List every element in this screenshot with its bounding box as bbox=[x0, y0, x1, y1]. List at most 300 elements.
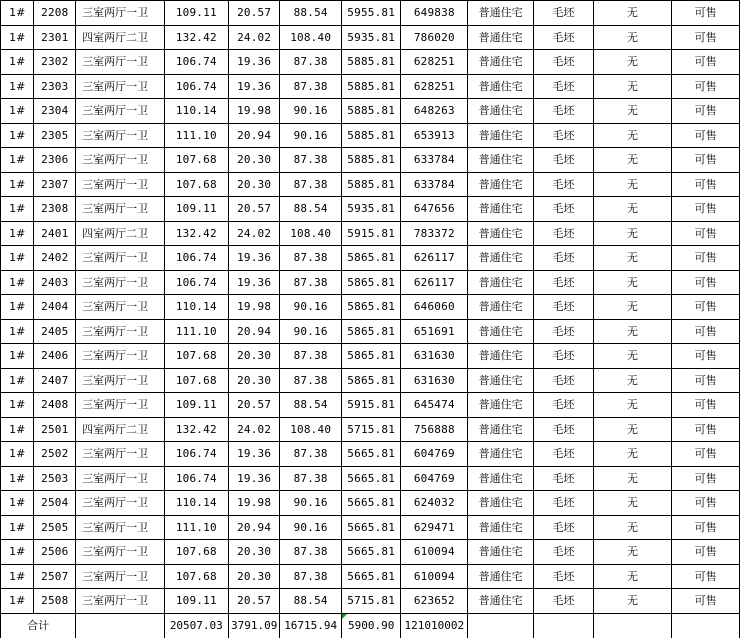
note-cell: 无 bbox=[593, 50, 671, 75]
total-area-cell: 111.10 bbox=[164, 123, 228, 148]
finish-cell: 毛坯 bbox=[533, 564, 593, 589]
building-cell: 1# bbox=[1, 344, 34, 369]
building-cell: 1# bbox=[1, 564, 34, 589]
unit-price-cell: 5885.81 bbox=[342, 123, 401, 148]
usage-cell: 普通住宅 bbox=[468, 319, 534, 344]
building-cell: 1# bbox=[1, 99, 34, 124]
unit-cell: 2208 bbox=[34, 1, 76, 26]
status-cell: 可售 bbox=[672, 515, 740, 540]
shared-area-cell: 20.30 bbox=[228, 540, 279, 565]
unit-price-cell: 5665.81 bbox=[342, 540, 401, 565]
table-row bbox=[1, 319, 740, 344]
total-price-cell: 647656 bbox=[401, 197, 468, 222]
shared-area-cell: 20.94 bbox=[228, 515, 279, 540]
total-price-cell: 648263 bbox=[401, 99, 468, 124]
shared-area-cell: 20.94 bbox=[228, 123, 279, 148]
finish-cell: 毛坯 bbox=[533, 25, 593, 50]
total-area-cell: 106.74 bbox=[164, 466, 228, 491]
layout-cell: 三室两厅一卫 bbox=[76, 515, 164, 540]
inner-area-cell: 88.54 bbox=[280, 197, 342, 222]
unit-price-cell: 5665.81 bbox=[342, 515, 401, 540]
status-cell: 可售 bbox=[672, 99, 740, 124]
total-price-cell: 610094 bbox=[401, 540, 468, 565]
unit-price-cell: 5665.81 bbox=[342, 442, 401, 467]
total-price-cell: 623652 bbox=[401, 589, 468, 614]
note-cell: 无 bbox=[593, 344, 671, 369]
inner-area-cell: 90.16 bbox=[280, 491, 342, 516]
note-cell: 无 bbox=[593, 1, 671, 26]
layout-cell: 三室两厅一卫 bbox=[76, 197, 164, 222]
total-price-cell: 633784 bbox=[401, 148, 468, 173]
table-row bbox=[1, 491, 740, 516]
shared-area-cell: 20.30 bbox=[228, 172, 279, 197]
finish-cell: 毛坯 bbox=[533, 221, 593, 246]
total-price-cell: 631630 bbox=[401, 344, 468, 369]
total-price-cell: 646060 bbox=[401, 295, 468, 320]
note-cell: 无 bbox=[593, 148, 671, 173]
finish-cell: 毛坯 bbox=[533, 172, 593, 197]
unit-price-cell: 5665.81 bbox=[342, 466, 401, 491]
total-area-cell: 109.11 bbox=[164, 393, 228, 418]
inner-area-cell: 87.38 bbox=[280, 344, 342, 369]
building-cell: 1# bbox=[1, 589, 34, 614]
unit-price-cell: 5885.81 bbox=[342, 172, 401, 197]
unit-price-cell: 5885.81 bbox=[342, 50, 401, 75]
unit-cell: 2405 bbox=[34, 319, 76, 344]
layout-cell: 三室两厅一卫 bbox=[76, 344, 164, 369]
finish-cell: 毛坯 bbox=[533, 589, 593, 614]
unit-cell: 2402 bbox=[34, 246, 76, 271]
finish-cell: 毛坯 bbox=[533, 368, 593, 393]
finish-cell: 毛坯 bbox=[533, 417, 593, 442]
total-area-cell: 106.74 bbox=[164, 50, 228, 75]
building-cell: 1# bbox=[1, 491, 34, 516]
usage-cell: 普通住宅 bbox=[468, 564, 534, 589]
shared-area-cell: 20.94 bbox=[228, 319, 279, 344]
total-price-cell: 651691 bbox=[401, 319, 468, 344]
note-cell: 无 bbox=[593, 197, 671, 222]
total-price-cell: 604769 bbox=[401, 442, 468, 467]
building-cell: 1# bbox=[1, 515, 34, 540]
unit-cell: 2404 bbox=[34, 295, 76, 320]
finish-cell: 毛坯 bbox=[533, 393, 593, 418]
finish-cell: 毛坯 bbox=[533, 442, 593, 467]
inner-area-cell: 87.38 bbox=[280, 270, 342, 295]
total-price-cell: 645474 bbox=[401, 393, 468, 418]
total-price-cell: 631630 bbox=[401, 368, 468, 393]
status-cell: 可售 bbox=[672, 148, 740, 173]
inner-area-cell: 87.38 bbox=[280, 368, 342, 393]
building-cell: 1# bbox=[1, 148, 34, 173]
building-cell: 1# bbox=[1, 221, 34, 246]
totals-shared-area: 3791.09 bbox=[228, 613, 279, 638]
building-cell: 1# bbox=[1, 393, 34, 418]
unit-price-cell: 5715.81 bbox=[342, 417, 401, 442]
inner-area-cell: 87.38 bbox=[280, 148, 342, 173]
unit-price-cell: 5935.81 bbox=[342, 25, 401, 50]
layout-cell: 四室两厅二卫 bbox=[76, 221, 164, 246]
building-cell: 1# bbox=[1, 74, 34, 99]
layout-cell: 三室两厅一卫 bbox=[76, 442, 164, 467]
finish-cell: 毛坯 bbox=[533, 515, 593, 540]
inner-area-cell: 88.54 bbox=[280, 589, 342, 614]
table-row bbox=[1, 295, 740, 320]
total-price-cell: 610094 bbox=[401, 564, 468, 589]
status-cell: 可售 bbox=[672, 295, 740, 320]
table-row bbox=[1, 197, 740, 222]
unit-cell: 2406 bbox=[34, 344, 76, 369]
note-cell: 无 bbox=[593, 221, 671, 246]
table-row bbox=[1, 515, 740, 540]
finish-cell: 毛坯 bbox=[533, 344, 593, 369]
total-price-cell: 626117 bbox=[401, 246, 468, 271]
usage-cell: 普通住宅 bbox=[468, 246, 534, 271]
shared-area-cell: 19.36 bbox=[228, 270, 279, 295]
status-cell: 可售 bbox=[672, 221, 740, 246]
layout-cell: 三室两厅一卫 bbox=[76, 393, 164, 418]
usage-cell: 普通住宅 bbox=[468, 25, 534, 50]
table-row bbox=[1, 74, 740, 99]
unit-cell: 2501 bbox=[34, 417, 76, 442]
status-cell: 可售 bbox=[672, 491, 740, 516]
note-cell: 无 bbox=[593, 25, 671, 50]
total-price-cell: 653913 bbox=[401, 123, 468, 148]
inner-area-cell: 87.38 bbox=[280, 540, 342, 565]
unit-cell: 2504 bbox=[34, 491, 76, 516]
totals-row bbox=[1, 613, 740, 638]
note-cell: 无 bbox=[593, 540, 671, 565]
note-cell: 无 bbox=[593, 99, 671, 124]
finish-cell: 毛坯 bbox=[533, 99, 593, 124]
layout-cell: 三室两厅一卫 bbox=[76, 491, 164, 516]
building-cell: 1# bbox=[1, 25, 34, 50]
unit-cell: 2301 bbox=[34, 25, 76, 50]
status-cell: 可售 bbox=[672, 540, 740, 565]
layout-cell: 三室两厅一卫 bbox=[76, 123, 164, 148]
unit-cell: 2403 bbox=[34, 270, 76, 295]
layout-cell: 三室两厅一卫 bbox=[76, 99, 164, 124]
unit-cell: 2502 bbox=[34, 442, 76, 467]
finish-cell: 毛坯 bbox=[533, 491, 593, 516]
shared-area-cell: 20.30 bbox=[228, 148, 279, 173]
total-price-cell: 628251 bbox=[401, 74, 468, 99]
layout-cell: 三室两厅一卫 bbox=[76, 172, 164, 197]
inner-area-cell: 90.16 bbox=[280, 515, 342, 540]
unit-cell: 2303 bbox=[34, 74, 76, 99]
finish-cell: 毛坯 bbox=[533, 319, 593, 344]
unit-price-cell: 5715.81 bbox=[342, 589, 401, 614]
totals-empty-cell bbox=[533, 613, 593, 638]
finish-cell: 毛坯 bbox=[533, 295, 593, 320]
unit-price-cell: 5865.81 bbox=[342, 344, 401, 369]
shared-area-cell: 20.57 bbox=[228, 589, 279, 614]
unit-price-cell: 5865.81 bbox=[342, 295, 401, 320]
finish-cell: 毛坯 bbox=[533, 123, 593, 148]
usage-cell: 普通住宅 bbox=[468, 466, 534, 491]
layout-cell: 三室两厅一卫 bbox=[76, 466, 164, 491]
layout-cell: 四室两厅二卫 bbox=[76, 417, 164, 442]
unit-cell: 2308 bbox=[34, 197, 76, 222]
note-cell: 无 bbox=[593, 246, 671, 271]
unit-price-cell: 5885.81 bbox=[342, 99, 401, 124]
unit-cell: 2407 bbox=[34, 368, 76, 393]
unit-price-cell: 5865.81 bbox=[342, 270, 401, 295]
inner-area-cell: 87.38 bbox=[280, 74, 342, 99]
inner-area-cell: 87.38 bbox=[280, 466, 342, 491]
status-cell: 可售 bbox=[672, 393, 740, 418]
inner-area-cell: 108.40 bbox=[280, 221, 342, 246]
total-area-cell: 109.11 bbox=[164, 589, 228, 614]
usage-cell: 普通住宅 bbox=[468, 515, 534, 540]
unit-cell: 2507 bbox=[34, 564, 76, 589]
status-cell: 可售 bbox=[672, 25, 740, 50]
table-row bbox=[1, 417, 740, 442]
inner-area-cell: 90.16 bbox=[280, 123, 342, 148]
total-area-cell: 109.11 bbox=[164, 197, 228, 222]
totals-total-area: 20507.03 bbox=[164, 613, 228, 638]
totals-total-price: 121010002 bbox=[401, 613, 468, 638]
building-cell: 1# bbox=[1, 197, 34, 222]
total-area-cell: 107.68 bbox=[164, 368, 228, 393]
table-body bbox=[1, 1, 740, 614]
building-cell: 1# bbox=[1, 319, 34, 344]
note-cell: 无 bbox=[593, 123, 671, 148]
building-cell: 1# bbox=[1, 442, 34, 467]
note-cell: 无 bbox=[593, 295, 671, 320]
usage-cell: 普通住宅 bbox=[468, 442, 534, 467]
unit-price-cell: 5915.81 bbox=[342, 393, 401, 418]
usage-cell: 普通住宅 bbox=[468, 172, 534, 197]
status-cell: 可售 bbox=[672, 172, 740, 197]
usage-cell: 普通住宅 bbox=[468, 540, 534, 565]
building-cell: 1# bbox=[1, 246, 34, 271]
total-price-cell: 604769 bbox=[401, 466, 468, 491]
status-cell: 可售 bbox=[672, 368, 740, 393]
total-area-cell: 111.10 bbox=[164, 319, 228, 344]
table-row bbox=[1, 99, 740, 124]
layout-cell: 三室两厅一卫 bbox=[76, 148, 164, 173]
usage-cell: 普通住宅 bbox=[468, 99, 534, 124]
shared-area-cell: 20.30 bbox=[228, 368, 279, 393]
total-area-cell: 109.11 bbox=[164, 1, 228, 26]
building-cell: 1# bbox=[1, 466, 34, 491]
inner-area-cell: 90.16 bbox=[280, 99, 342, 124]
total-area-cell: 132.42 bbox=[164, 417, 228, 442]
layout-cell: 三室两厅一卫 bbox=[76, 295, 164, 320]
note-cell: 无 bbox=[593, 172, 671, 197]
status-cell: 可售 bbox=[672, 417, 740, 442]
building-cell: 1# bbox=[1, 417, 34, 442]
total-area-cell: 106.74 bbox=[164, 270, 228, 295]
total-area-cell: 132.42 bbox=[164, 25, 228, 50]
unit-cell: 2401 bbox=[34, 221, 76, 246]
finish-cell: 毛坯 bbox=[533, 1, 593, 26]
totals-empty-cell bbox=[593, 613, 671, 638]
inner-area-cell: 87.38 bbox=[280, 50, 342, 75]
shared-area-cell: 24.02 bbox=[228, 221, 279, 246]
layout-cell: 三室两厅一卫 bbox=[76, 246, 164, 271]
note-cell: 无 bbox=[593, 417, 671, 442]
building-cell: 1# bbox=[1, 172, 34, 197]
usage-cell: 普通住宅 bbox=[468, 270, 534, 295]
status-cell: 可售 bbox=[672, 270, 740, 295]
usage-cell: 普通住宅 bbox=[468, 148, 534, 173]
finish-cell: 毛坯 bbox=[533, 246, 593, 271]
table-row bbox=[1, 344, 740, 369]
shared-area-cell: 19.98 bbox=[228, 99, 279, 124]
status-cell: 可售 bbox=[672, 564, 740, 589]
note-cell: 无 bbox=[593, 515, 671, 540]
layout-cell: 三室两厅一卫 bbox=[76, 50, 164, 75]
inner-area-cell: 87.38 bbox=[280, 442, 342, 467]
total-area-cell: 110.14 bbox=[164, 99, 228, 124]
total-area-cell: 132.42 bbox=[164, 221, 228, 246]
layout-cell: 三室两厅一卫 bbox=[76, 270, 164, 295]
usage-cell: 普通住宅 bbox=[468, 50, 534, 75]
table-row bbox=[1, 368, 740, 393]
shared-area-cell: 19.98 bbox=[228, 491, 279, 516]
unit-cell: 2505 bbox=[34, 515, 76, 540]
total-price-cell: 628251 bbox=[401, 50, 468, 75]
inner-area-cell: 87.38 bbox=[280, 564, 342, 589]
unit-cell: 2408 bbox=[34, 393, 76, 418]
table-row bbox=[1, 270, 740, 295]
unit-price-cell: 5665.81 bbox=[342, 491, 401, 516]
unit-price-cell: 5665.81 bbox=[342, 564, 401, 589]
status-cell: 可售 bbox=[672, 344, 740, 369]
total-area-cell: 107.68 bbox=[164, 344, 228, 369]
status-cell: 可售 bbox=[672, 319, 740, 344]
table-row bbox=[1, 221, 740, 246]
usage-cell: 普通住宅 bbox=[468, 295, 534, 320]
totals-inner-area: 16715.94 bbox=[280, 613, 342, 638]
note-cell: 无 bbox=[593, 319, 671, 344]
unit-price-cell: 5865.81 bbox=[342, 368, 401, 393]
table-row bbox=[1, 442, 740, 467]
table-row bbox=[1, 540, 740, 565]
finish-cell: 毛坯 bbox=[533, 148, 593, 173]
building-cell: 1# bbox=[1, 295, 34, 320]
status-cell: 可售 bbox=[672, 197, 740, 222]
unit-cell: 2503 bbox=[34, 466, 76, 491]
finish-cell: 毛坯 bbox=[533, 540, 593, 565]
total-area-cell: 106.74 bbox=[164, 74, 228, 99]
unit-cell: 2508 bbox=[34, 589, 76, 614]
unit-price-cell: 5865.81 bbox=[342, 319, 401, 344]
inner-area-cell: 87.38 bbox=[280, 172, 342, 197]
unit-cell: 2307 bbox=[34, 172, 76, 197]
unit-cell: 2302 bbox=[34, 50, 76, 75]
shared-area-cell: 19.36 bbox=[228, 442, 279, 467]
usage-cell: 普通住宅 bbox=[468, 197, 534, 222]
note-cell: 无 bbox=[593, 589, 671, 614]
shared-area-cell: 20.57 bbox=[228, 1, 279, 26]
table-row bbox=[1, 172, 740, 197]
inner-area-cell: 88.54 bbox=[280, 393, 342, 418]
table-row bbox=[1, 589, 740, 614]
finish-cell: 毛坯 bbox=[533, 74, 593, 99]
status-cell: 可售 bbox=[672, 246, 740, 271]
unit-cell: 2304 bbox=[34, 99, 76, 124]
unit-price-cell: 5915.81 bbox=[342, 221, 401, 246]
table-row bbox=[1, 25, 740, 50]
usage-cell: 普通住宅 bbox=[468, 74, 534, 99]
status-cell: 可售 bbox=[672, 123, 740, 148]
shared-area-cell: 20.30 bbox=[228, 564, 279, 589]
total-area-cell: 107.68 bbox=[164, 564, 228, 589]
total-area-cell: 107.68 bbox=[164, 540, 228, 565]
note-cell: 无 bbox=[593, 466, 671, 491]
unit-cell: 2506 bbox=[34, 540, 76, 565]
note-cell: 无 bbox=[593, 74, 671, 99]
totals-blank-cell bbox=[76, 613, 164, 638]
table-row bbox=[1, 1, 740, 26]
total-price-cell: 626117 bbox=[401, 270, 468, 295]
note-cell: 无 bbox=[593, 491, 671, 516]
building-cell: 1# bbox=[1, 270, 34, 295]
usage-cell: 普通住宅 bbox=[468, 123, 534, 148]
status-cell: 可售 bbox=[672, 466, 740, 491]
usage-cell: 普通住宅 bbox=[468, 491, 534, 516]
layout-cell: 四室两厅二卫 bbox=[76, 25, 164, 50]
total-area-cell: 107.68 bbox=[164, 172, 228, 197]
shared-area-cell: 24.02 bbox=[228, 25, 279, 50]
inner-area-cell: 88.54 bbox=[280, 1, 342, 26]
usage-cell: 普通住宅 bbox=[468, 368, 534, 393]
unit-price-cell: 5955.81 bbox=[342, 1, 401, 26]
unit-price-cell: 5865.81 bbox=[342, 246, 401, 271]
note-cell: 无 bbox=[593, 442, 671, 467]
table-row bbox=[1, 246, 740, 271]
totals-empty-cell bbox=[468, 613, 534, 638]
total-price-cell: 786020 bbox=[401, 25, 468, 50]
shared-area-cell: 19.36 bbox=[228, 246, 279, 271]
layout-cell: 三室两厅一卫 bbox=[76, 1, 164, 26]
shared-area-cell: 20.57 bbox=[228, 393, 279, 418]
table-row bbox=[1, 50, 740, 75]
shared-area-cell: 19.36 bbox=[228, 466, 279, 491]
totals-empty-cell bbox=[672, 613, 740, 638]
finish-cell: 毛坯 bbox=[533, 270, 593, 295]
unit-price-cell: 5885.81 bbox=[342, 148, 401, 173]
usage-cell: 普通住宅 bbox=[468, 1, 534, 26]
usage-cell: 普通住宅 bbox=[468, 417, 534, 442]
total-price-cell: 624032 bbox=[401, 491, 468, 516]
inner-area-cell: 108.40 bbox=[280, 417, 342, 442]
shared-area-cell: 19.36 bbox=[228, 50, 279, 75]
table-row bbox=[1, 466, 740, 491]
status-cell: 可售 bbox=[672, 442, 740, 467]
layout-cell: 三室两厅一卫 bbox=[76, 368, 164, 393]
building-cell: 1# bbox=[1, 540, 34, 565]
building-cell: 1# bbox=[1, 123, 34, 148]
unit-price-cell: 5935.81 bbox=[342, 197, 401, 222]
table-row bbox=[1, 123, 740, 148]
table-row bbox=[1, 148, 740, 173]
building-cell: 1# bbox=[1, 1, 34, 26]
shared-area-cell: 19.98 bbox=[228, 295, 279, 320]
usage-cell: 普通住宅 bbox=[468, 344, 534, 369]
status-cell: 可售 bbox=[672, 589, 740, 614]
total-area-cell: 106.74 bbox=[164, 246, 228, 271]
finish-cell: 毛坯 bbox=[533, 197, 593, 222]
total-area-cell: 110.14 bbox=[164, 491, 228, 516]
table-row bbox=[1, 393, 740, 418]
shared-area-cell: 19.36 bbox=[228, 74, 279, 99]
table-row bbox=[1, 564, 740, 589]
inner-area-cell: 90.16 bbox=[280, 319, 342, 344]
total-area-cell: 111.10 bbox=[164, 515, 228, 540]
